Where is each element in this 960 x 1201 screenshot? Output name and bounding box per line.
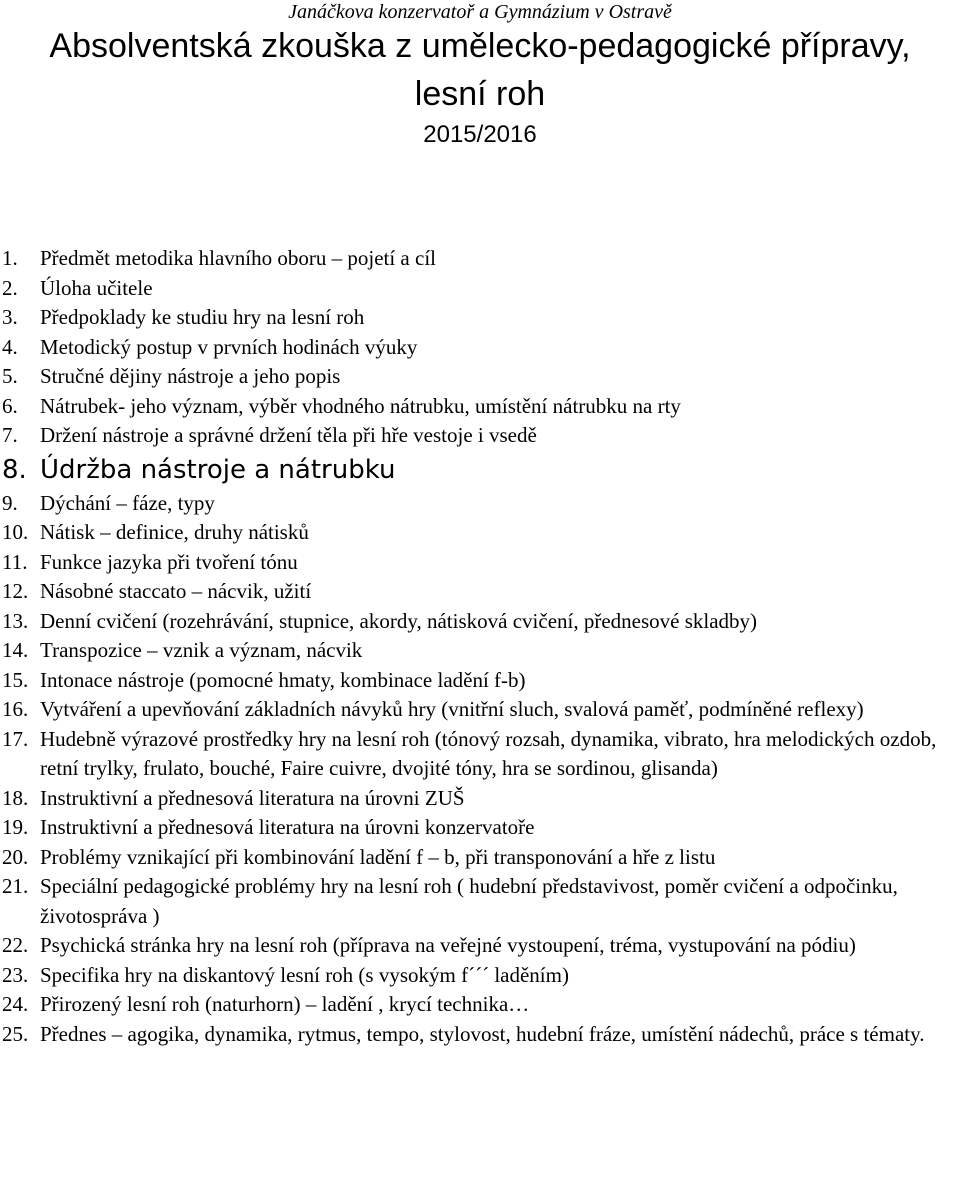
topic-item xyxy=(0,725,960,784)
topic-item xyxy=(0,813,960,843)
topic-number: 13. xyxy=(2,608,29,633)
topic-item xyxy=(0,636,960,666)
topic-text: Intonace nástroje (pomocné hmaty, kombinace ladění f-b) xyxy=(40,667,526,692)
topic-item xyxy=(0,244,960,274)
topic-item xyxy=(0,607,960,637)
topic-item xyxy=(0,518,960,548)
topic-item xyxy=(0,274,960,304)
topic-number: 3. xyxy=(2,305,18,329)
topic-text: Úloha učitele xyxy=(40,275,153,300)
topic-text: Stručné dějiny nástroje a jeho popis xyxy=(40,364,341,388)
topic-item xyxy=(0,451,960,489)
topic-text: Vytváření a upevňování základních návyků hry (vnitřní sluch, svalová paměť, podmíněné reflexy) xyxy=(40,697,864,721)
topic-item xyxy=(0,990,960,1020)
school-name: Janáčkova konzervatoř a Gymnázium v Ostravě xyxy=(288,1,672,23)
topic-text: Předmět metodika hlavního oboru – pojetí a cíl xyxy=(40,246,436,270)
topic-number: 14. xyxy=(2,638,29,662)
topic-number: 17. xyxy=(2,726,29,751)
topic-text: Speciální pedagogické problémy hry na lesní roh ( hudební představivost, poměr cvičení a odpočinku, životospráva ) xyxy=(40,874,898,928)
topic-number: 5. xyxy=(2,364,18,388)
topic-number: 25. xyxy=(2,1021,29,1046)
topic-text: Specifika hry na diskantový lesní roh (s vysokým f´´´ laděním) xyxy=(40,962,569,987)
document-title: Absolventská zkouška z umělecko-pedagogické přípravy, xyxy=(49,27,911,65)
topic-item xyxy=(0,666,960,696)
topic-text: Metodický postup v prvních hodinách výuky xyxy=(40,334,418,359)
instrument-subtitle: lesní roh xyxy=(414,75,546,113)
topic-number: 9. xyxy=(2,490,18,515)
topic-item xyxy=(0,489,960,519)
topic-text: Držení nástroje a správné držení těla při hře vestoje i vsedě xyxy=(40,423,537,447)
topic-item xyxy=(0,872,960,931)
topic-text: Dýchání – fáze, typy xyxy=(40,490,215,515)
topic-number: 1. xyxy=(2,246,18,270)
topic-item xyxy=(0,695,960,725)
topic-item xyxy=(0,843,960,873)
topic-number: 22. xyxy=(2,933,29,957)
topic-text: Instruktivní a přednesová literatura na úrovni ZUŠ xyxy=(40,785,465,810)
topic-text: Nátisk – definice, druhy nátisků xyxy=(40,520,309,544)
topic-number: 15. xyxy=(2,667,29,692)
topic-item xyxy=(0,303,960,333)
topic-text: Údržba nástroje a nátrubku xyxy=(40,454,396,485)
topic-item xyxy=(0,931,960,961)
topic-number: 24. xyxy=(2,992,29,1016)
topic-text: Transpozice – vznik a význam, nácvik xyxy=(40,638,363,662)
document-header xyxy=(0,0,960,150)
topic-item xyxy=(0,1020,960,1050)
topic-list xyxy=(0,244,960,1049)
topic-number: 20. xyxy=(2,844,29,869)
topic-text: Přednes – agogika, dynamika, rytmus, tempo, stylovost, hudební fráze, umístění nádechů, práce s tématy. xyxy=(40,1021,925,1046)
topic-number: 6. xyxy=(2,393,18,418)
school-year: 2015/2016 xyxy=(423,121,537,148)
topic-item xyxy=(0,577,960,607)
topic-number: 7. xyxy=(2,423,18,447)
topic-number: 18. xyxy=(2,785,29,810)
topic-item xyxy=(0,421,960,451)
topic-text: Hudebně výrazové prostředky hry na lesní roh (tónový rozsah, dynamika, vibrato, hra melodických ozdob, retní trylky, frulato, bouché, Faire cuivre, dvojité tóny, hra se sordinou, glisanda) xyxy=(40,726,937,780)
topic-text: Funkce jazyka při tvoření tónu xyxy=(40,549,298,574)
topic-number: 12. xyxy=(2,579,29,603)
topic-text: Psychická stránka hry na lesní roh (příprava na veřejné vystoupení, tréma, vystupování na pódiu) xyxy=(40,933,856,957)
topic-item xyxy=(0,392,960,422)
topic-text: Instruktivní a přednesová literatura na úrovni konzervatoře xyxy=(40,815,535,839)
topic-number: 4. xyxy=(2,334,18,359)
topic-text: Násobné staccato – nácvik, užití xyxy=(40,579,312,603)
topic-text: Přirozený lesní roh (naturhorn) – ladění , krycí technika… xyxy=(40,992,530,1016)
topic-number: 10. xyxy=(2,520,29,544)
topic-number: 11. xyxy=(2,549,28,574)
topic-text: Problémy vznikající při kombinování ladění f – b, při transponování a hře z listu xyxy=(40,844,716,869)
topic-number: 23. xyxy=(2,962,29,987)
topic-number: 19. xyxy=(2,815,29,839)
topic-item xyxy=(0,784,960,814)
topic-item xyxy=(0,362,960,392)
topic-number: 2. xyxy=(2,275,18,300)
topic-number: 16. xyxy=(2,697,29,721)
topic-item xyxy=(0,548,960,578)
topic-text: Denní cvičení (rozehrávání, stupnice, akordy, nátisková cvičení, přednesové skladby) xyxy=(40,608,758,633)
topic-item xyxy=(0,333,960,363)
topic-number: 8. xyxy=(2,454,27,485)
topic-text: Předpoklady ke studiu hry na lesní roh xyxy=(40,305,365,329)
topic-item xyxy=(0,961,960,991)
topic-number: 21. xyxy=(2,874,29,898)
topic-text: Nátrubek- jeho význam, výběr vhodného nátrubku, umístění nátrubku na rty xyxy=(40,393,681,418)
